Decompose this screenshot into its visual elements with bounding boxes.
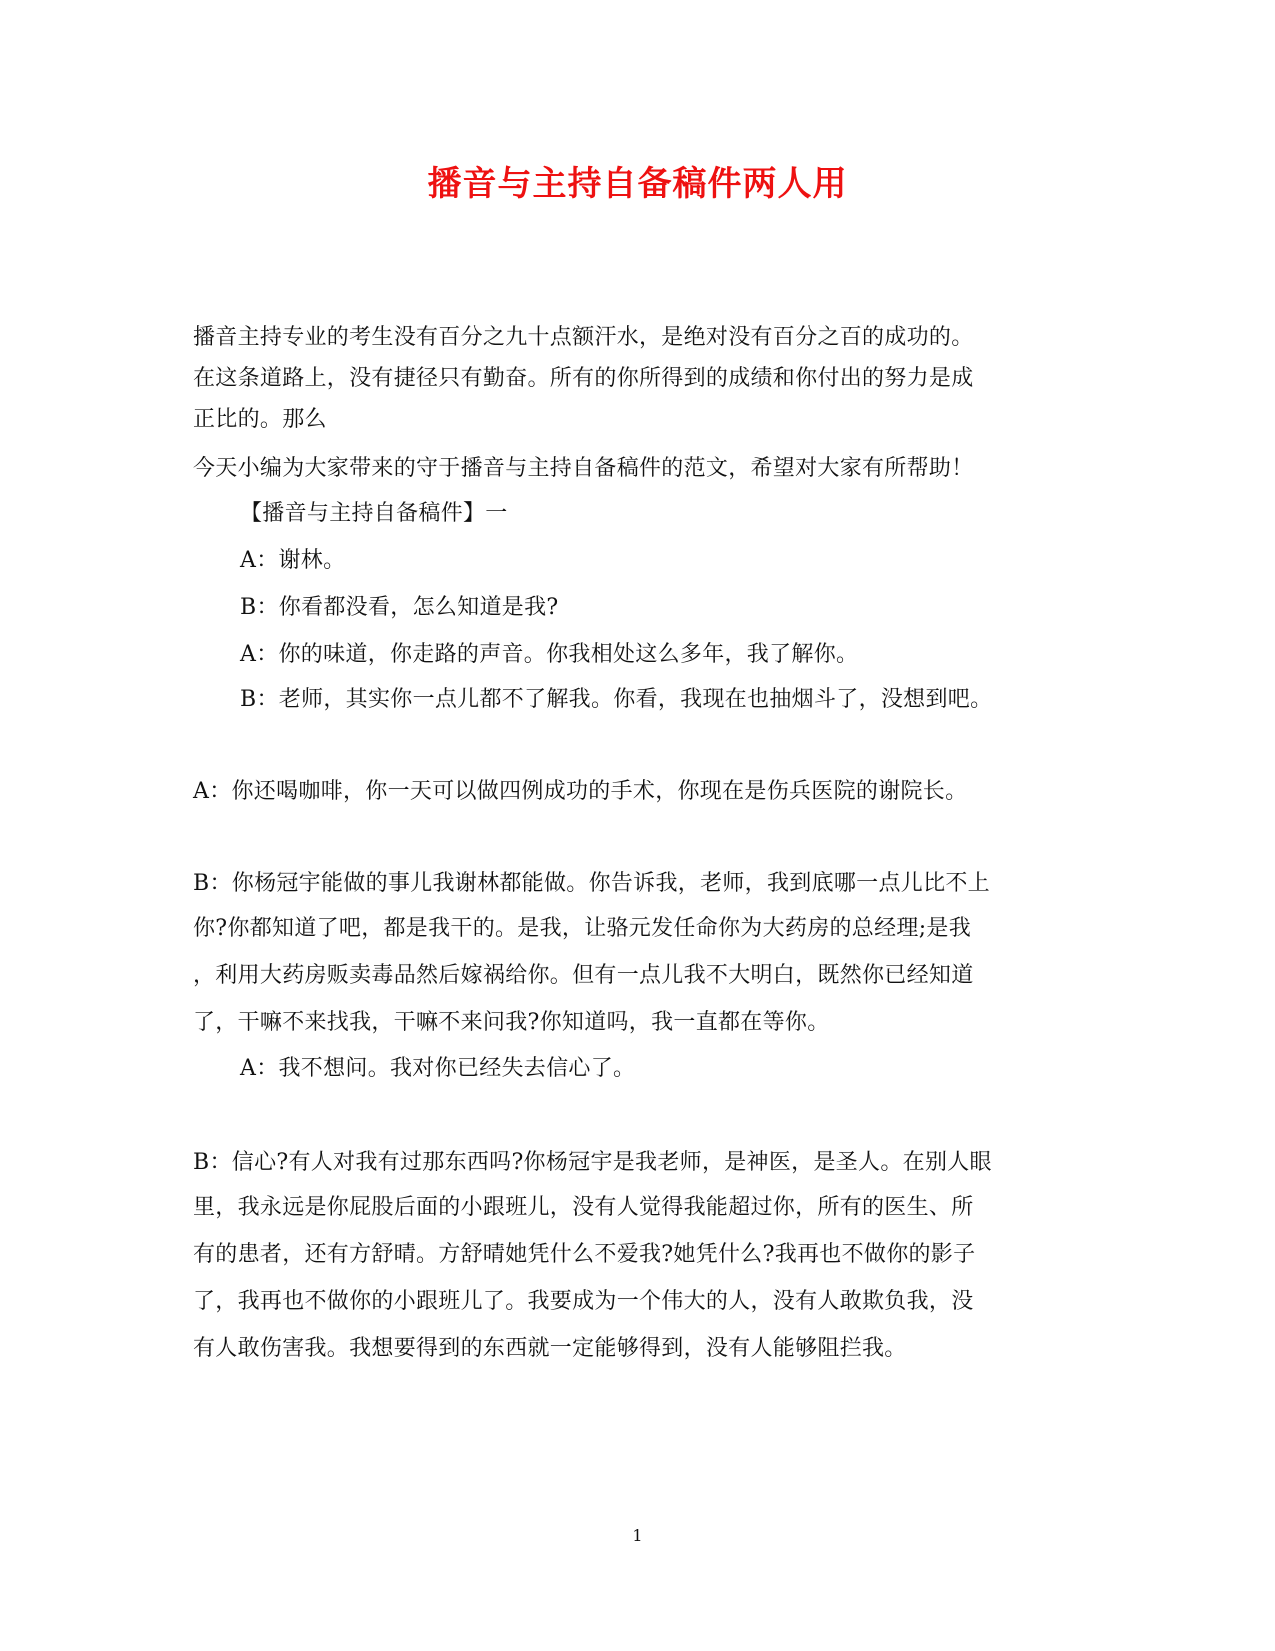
dialogue-line: ，利用大药房贩卖毒品然后嫁祸给你。但有一点儿我不大明白，既然你已经知道: [193, 963, 974, 988]
dialogue-line: B：你看都没看，怎么知道是我?: [240, 595, 559, 620]
paragraph-line: 今天小编为大家带来的守于播音与主持自备稿件的范文，希望对大家有所帮助！: [193, 456, 974, 481]
paragraph-line: 正比的。那么: [193, 407, 327, 432]
dialogue-line: 有的患者，还有方舒晴。方舒晴她凭什么不爱我?她凭什么?我再也不做你的影子: [193, 1242, 976, 1267]
dialogue-line: 了，我再也不做你的小跟班儿了。我要成为一个伟大的人，没有人敢欺负我，没: [193, 1289, 974, 1314]
paragraph-line: 在这条道路上，没有捷径只有勤奋。所有的你所得到的成绩和你付出的努力是成: [193, 366, 974, 391]
page-number: 1: [632, 1526, 643, 1545]
dialogue-line: A：你的味道，你走路的声音。你我相处这么多年，我了解你。: [240, 642, 859, 667]
dialogue-line: B：你杨冠宇能做的事儿我谢林都能做。你告诉我，老师，我到底哪一点儿比不上: [193, 871, 990, 896]
dialogue-line: 你?你都知道了吧，都是我干的。是我，让骆元发任命你为大药房的总经理;是我: [193, 916, 972, 941]
dialogue-line: 里，我永远是你屁股后面的小跟班儿，没有人觉得我能超过你，所有的医生、所: [193, 1195, 974, 1220]
dialogue-line: A：谢林。: [240, 548, 346, 573]
document-title: 播音与主持自备稿件两人用: [427, 164, 848, 204]
paragraph-line: 播音主持专业的考生没有百分之九十点额汗水，是绝对没有百分之百的成功的。: [193, 325, 974, 350]
section-heading: 【播音与主持自备稿件】一: [240, 501, 508, 526]
dialogue-line: B：信心?有人对我有过那东西吗?你杨冠宇是我老师，是神医，是圣人。在别人眼: [193, 1150, 992, 1175]
dialogue-line: 了，干嘛不来找我，干嘛不来问我?你知道吗，我一直都在等你。: [193, 1010, 830, 1035]
dialogue-line: A：我不想问。我对你已经失去信心了。: [240, 1056, 636, 1081]
dialogue-line: A：你还喝咖啡，你一天可以做四例成功的手术，你现在是伤兵医院的谢院长。: [193, 779, 968, 804]
dialogue-line: B：老师，其实你一点儿都不了解我。你看，我现在也抽烟斗了，没想到吧。: [240, 687, 993, 712]
dialogue-line: 有人敢伤害我。我想要得到的东西就一定能够得到，没有人能够阻拦我。: [193, 1336, 907, 1361]
